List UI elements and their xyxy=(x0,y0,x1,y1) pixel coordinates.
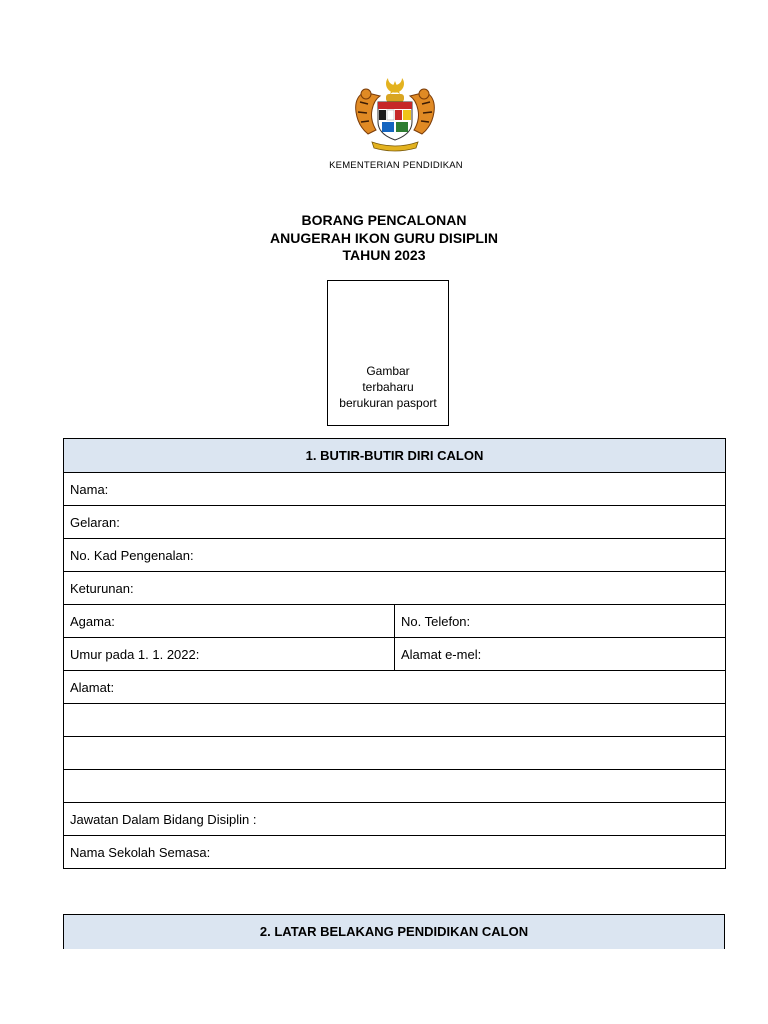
alamat-line-2[interactable] xyxy=(64,704,726,737)
photo-box-caption xyxy=(328,363,448,411)
form-title xyxy=(0,212,768,265)
no-telefon-field[interactable]: No. Telefon: xyxy=(395,605,726,638)
gelaran-field[interactable]: Gelaran: xyxy=(64,506,726,539)
keturunan-field[interactable]: Keturunan: xyxy=(64,572,726,605)
umur-field[interactable]: Umur pada 1. 1. 2022: xyxy=(64,638,395,671)
section-1-heading: 1. BUTIR-BUTIR DIRI CALON xyxy=(64,439,726,473)
form-title-line-1: BORANG PENCALONAN xyxy=(301,212,467,228)
section-2-heading: 2. LATAR BELAKANG PENDIDIKAN CALON xyxy=(64,915,725,949)
form-title-line-3: TAHUN 2023 xyxy=(342,247,426,263)
alamat-line-4[interactable] xyxy=(64,770,726,803)
candidate-details-table xyxy=(63,438,726,869)
ministry-name: KEMENTERIAN PENDIDIKAN xyxy=(329,160,463,171)
education-background-table xyxy=(63,914,725,949)
ministry-logo-block xyxy=(310,72,482,178)
malaysia-coat-of-arms-icon xyxy=(338,72,454,156)
photo-caption-line-3: berukuran pasport xyxy=(339,396,437,410)
photo-caption-line-1: Gambar xyxy=(366,364,410,378)
alamat-field[interactable]: Alamat: xyxy=(64,671,726,704)
nama-field[interactable]: Nama: xyxy=(64,473,726,506)
form-title-line-2: ANUGERAH IKON GURU DISIPLIN xyxy=(270,229,498,246)
no-kad-pengenalan-field[interactable]: No. Kad Pengenalan: xyxy=(64,539,726,572)
jawatan-disiplin-field[interactable]: Jawatan Dalam Bidang Disiplin : xyxy=(64,803,726,836)
photo-caption-line-2: terbaharu xyxy=(362,380,414,394)
passport-photo-box xyxy=(327,280,449,426)
alamat-line-3[interactable] xyxy=(64,737,726,770)
agama-field[interactable]: Agama: xyxy=(64,605,395,638)
alamat-emel-field[interactable]: Alamat e-mel: xyxy=(395,638,726,671)
nama-sekolah-field[interactable]: Nama Sekolah Semasa: xyxy=(64,836,726,869)
